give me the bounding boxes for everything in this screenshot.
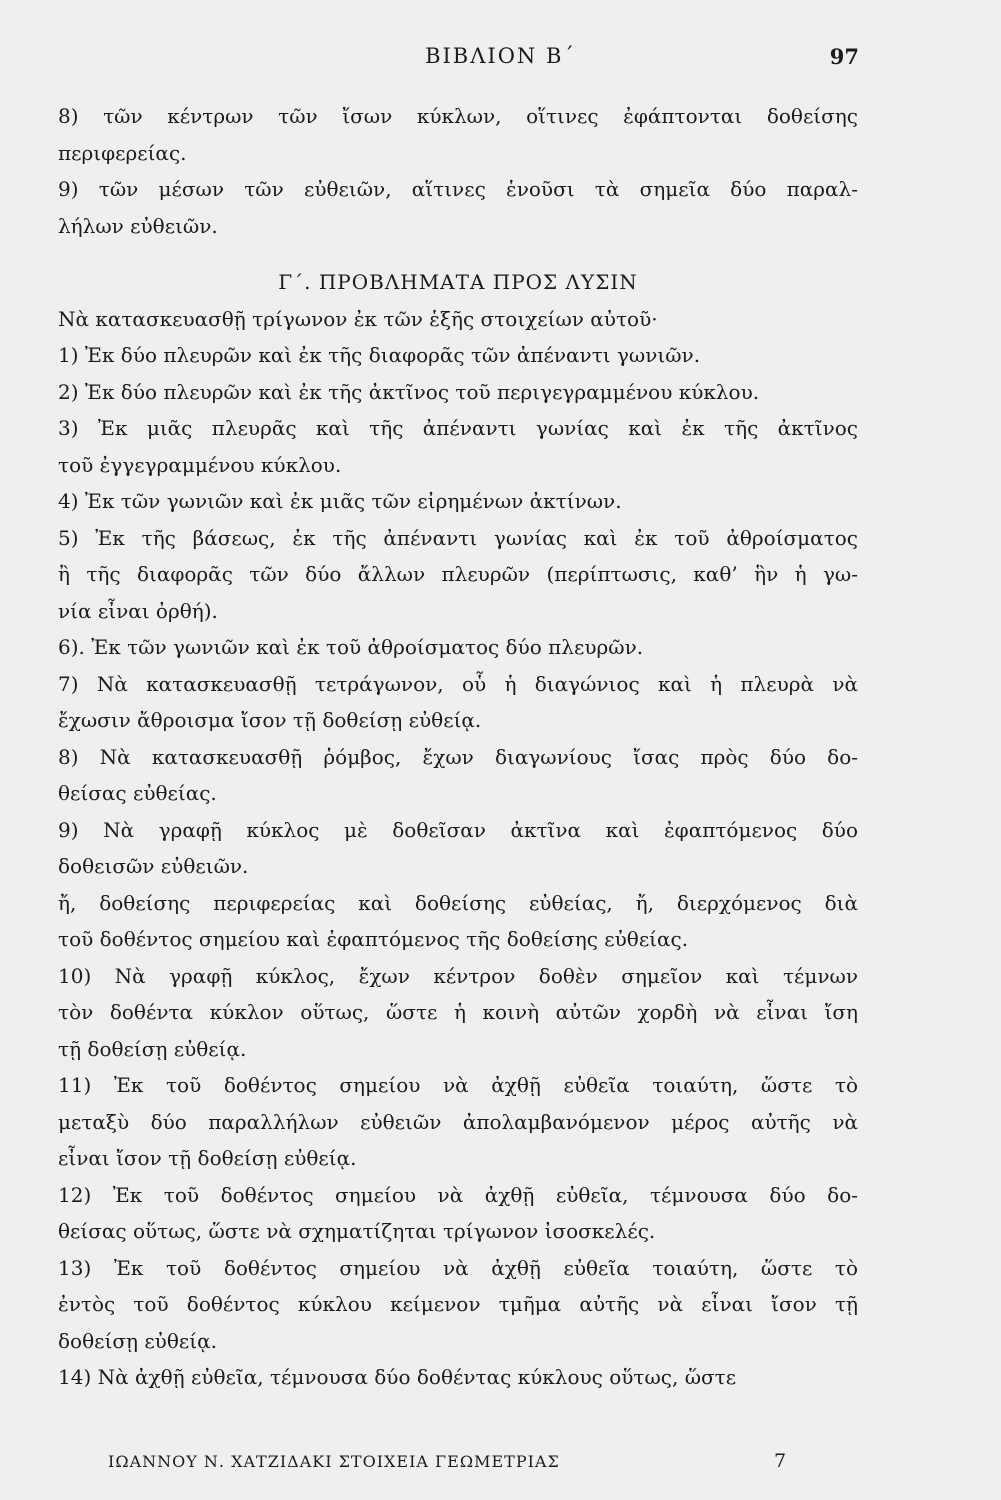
problem-item [58,410,858,483]
text-line: 6). Ἐκ τῶν γωνιῶν καὶ ἐκ τοῦ ἀθροίσματος δύο πλευρῶν. [58,635,644,659]
problem-item [58,885,858,958]
text-line: 8) Νὰ κατασκευασθῇ ῥόμβος, ἔχων διαγωνίους ἴσας πρὸς δύο δο- [58,744,858,769]
text-line: ἤ, δοθείσης περιφερείας καὶ δοθείσης εὐθείας, ἤ, διερχόμενος διὰ [58,890,858,915]
text-line: 4) Ἐκ τῶν γωνιῶν καὶ ἐκ μιᾶς τῶν εἰρημένων ἀκτίνων. [58,489,622,513]
text-line: 12) Ἐκ τοῦ δοθέντος σημείου νὰ ἀχθῇ εὐθεῖα, τέμνουσα δύο δο- [58,1182,858,1207]
text-line: 5) Ἐκ τῆς βάσεως, ἐκ τῆς ἀπέναντι γωνίας καὶ ἐκ τοῦ ἀθροίσματος [58,525,858,550]
problem-item [58,1067,858,1177]
text-line: 1) Ἐκ δύο πλευρῶν καὶ ἐκ τῆς διαφορᾶς τῶν ἀπέναντι γωνιῶν. [58,343,701,367]
problem-item [58,666,858,739]
text-line: θείσας οὕτως, ὥστε νὰ σχηματίζηται τρίγωνον ἰσοσκελές. [58,1219,656,1243]
section-heading: Γ΄. ΠΡΟΒΛΗΜΑΤΑ ΠΡΟΣ ΛΥΣΙΝ [278,270,638,294]
text-line: τοῦ ἐγγεγραμμένου κύκλου. [58,452,342,477]
running-title: ΒΙΒΛΙΟΝ Β΄ [425,44,576,68]
text-line: δοθεισῶν εὐθειῶν. [58,854,249,878]
text-line: 10) Νὰ γραφῇ κύκλος, ἔχων κέντρον δοθὲν σημεῖον καὶ τέμνων [58,963,858,988]
problem-item [58,629,858,666]
text-line: μεταξὺ δύο παραλλήλων εὐθειῶν ἀπολαμβανόμενον μέρος αὐτῆς νὰ [58,1109,858,1134]
page-body [58,98,858,1396]
printer-signature: 7 [774,1450,788,1472]
text-line: 2) Ἐκ δύο πλευρῶν καὶ ἐκ τῆς ἀκτῖνος τοῦ περιγεγραμμένου κύκλου. [58,379,760,404]
text-line: 8) τῶν κέντρων τῶν ἴσων κύκλων, οἵτινες ἐφάπτονται δοθείσης [58,104,858,128]
text-line: εἶναι ἴσον τῇ δοθείσῃ εὐθείᾳ. [58,1146,357,1170]
list-item [58,171,858,244]
text-line: 11) Ἐκ τοῦ δοθέντος σημείου νὰ ἀχθῇ εὐθεῖα τοιαύτη, ὥστε τὸ [58,1073,858,1097]
text-line: ἐντὸς τοῦ δοθέντος κύκλου κείμενον τμῆμα αὐτῆς νὰ εἶναι ἴσον τῇ [58,1292,858,1316]
text-line: τὸν δοθέντα κύκλον οὕτως, ὥστε ἡ κοινὴ αὐτῶν χορδὴ νὰ εἶναι ἴση [58,1000,858,1024]
section-intro: Νὰ κατασκευασθῇ τρίγωνον ἐκ τῶν ἑξῆς στοιχείων αὐτοῦ· [58,306,658,331]
problem-item [58,958,858,1068]
text-line: 3) Ἐκ μιᾶς πλευρᾶς καὶ τῆς ἀπέναντι γωνίας καὶ ἐκ τῆς ἀκτῖνος [58,416,858,440]
page-number: 97 [829,44,859,69]
problem-item [58,337,858,374]
text-line: δοθείσῃ εὐθείᾳ. [58,1328,217,1353]
text-line: ἢ τῆς διαφορᾶς τῶν δύο ἄλλων πλευρῶν (περίπτωσις, καθ’ ἣν ἡ γω- [58,562,858,586]
problem-item [58,1359,858,1396]
problem-item [58,812,858,885]
footer-text: ΙΩΑΝΝΟΥ Ν. ΧΑΤΖΙΔΑΚΙ ΣΤΟΙΧΕΙΑ ΓΕΩΜΕΤΡΙΑΣ [108,1452,560,1471]
text-line: 7) Νὰ κατασκευασθῇ τετράγωνον, οὗ ἡ διαγώνιος καὶ ἡ πλευρὰ νὰ [58,671,858,696]
text-line: 9) Νὰ γραφῇ κύκλος μὲ δοθεῖσαν ἀκτῖνα καὶ ἐφαπτόμενος δύο [58,817,858,842]
problem-list [58,337,858,1396]
problem-item [58,520,858,630]
text-line: νία εἶναι ὀρθή). [58,598,218,623]
list-item [58,98,858,171]
text-line: λήλων εὐθειῶν. [58,213,218,238]
text-line: θείσας εὐθείας. [58,781,217,805]
page-footer [0,1452,1001,1482]
text-line: 9) τῶν μέσων τῶν εὐθειῶν, αἵτινες ἑνοῦσι τὰ σημεῖα δύο παραλ- [58,177,858,201]
problem-item [58,739,858,812]
text-line: ἔχωσιν ἄθροισμα ἴσον τῇ δοθείσῃ εὐθείᾳ. [58,708,482,732]
problem-item [58,1177,858,1250]
text-line: τῇ δοθείσῃ εὐθείᾳ. [58,1036,247,1061]
text-line: 14) Νὰ ἀχθῇ εὐθεῖα, τέμνουσα δύο δοθέντας κύκλους οὕτως, ὥστε [58,1365,737,1389]
text-line: περιφερείας. [58,140,187,165]
problem-item [58,1250,858,1360]
page-header [0,42,1001,78]
problem-item [58,374,858,411]
problem-item [58,483,858,520]
intro-items [58,98,858,244]
text-line: τοῦ δοθέντος σημείου καὶ ἐφαπτόμενος τῆς δοθείσης εὐθείας. [58,927,689,951]
text-line: 13) Ἐκ τοῦ δοθέντος σημείου νὰ ἀχθῇ εὐθεῖα τοιαύτη, ὥστε τὸ [58,1255,858,1280]
